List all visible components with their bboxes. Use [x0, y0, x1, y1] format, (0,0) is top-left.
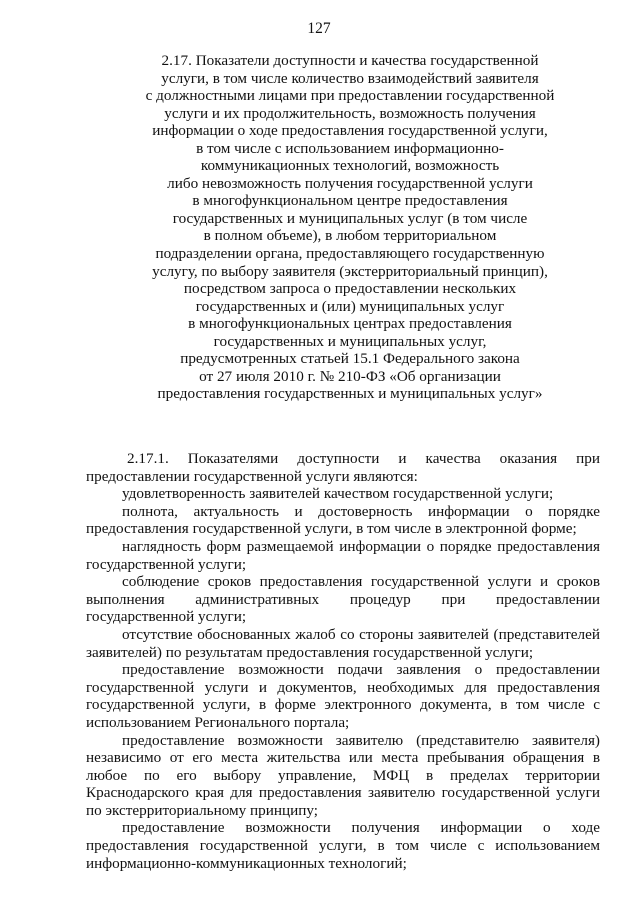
- paragraph: предоставление возможности получения информации о ходе предоставления государственной услуги, в том числе с использованием информационно-коммуникационных технологий;: [86, 819, 600, 872]
- heading-line: либо невозможность получения государственной услуги: [167, 174, 533, 192]
- heading-line: посредством запроса о предоставлении нескольких: [183, 280, 517, 298]
- paragraph: удовлетворенность заявителей качеством государственной услуги;: [122, 485, 554, 503]
- paragraph: 2.17.1. Показателями доступности и качества оказания при предоставлении государственной услуги являются:: [86, 450, 600, 485]
- paragraph: предоставление возможности подачи заявления о предоставлении государственной услуги и документов, необходимых для предоставления государственной услуги, в форме электронного документа, в том числе с использованием Регионального портала;: [86, 661, 600, 731]
- heading-line: в многофункциональных центрах предоставления: [188, 315, 512, 333]
- heading-line: коммуникационных технологий, возможность: [200, 157, 500, 175]
- heading-line: предусмотренных статьей 15.1 Федерального закона: [180, 350, 520, 368]
- paragraph: наглядность форм размещаемой информации о порядке предоставления государственной услуги;: [86, 537, 600, 573]
- body-text: [86, 450, 600, 872]
- heading-line: в полном объеме), в любом территориальном: [203, 227, 497, 245]
- heading-line: в том числе с использованием информационно-: [196, 139, 504, 157]
- page-number: 127: [307, 20, 331, 37]
- section-heading: [100, 52, 600, 403]
- heading-line: государственных и муниципальных услуг (в том числе: [172, 209, 528, 227]
- heading-line: подразделении органа, предоставляющего государственную: [155, 245, 545, 263]
- paragraph: предоставление возможности заявителю (представителю заявителя) независимо от его места жительства или места пребывания обращения в любое по его выбору управление, МФЦ в пределах территории Краснодарского края для предоставления заявителю государственной услуги по экстерриториальному принципу;: [86, 731, 600, 819]
- heading-line: в многофункциональном центре предоставления: [192, 192, 508, 210]
- paragraph: соблюдение сроков предоставления государственной услуги и сроков выполнения административных процедур при предоставлении государственной услуги;: [86, 573, 600, 626]
- heading-line: государственных и (или) муниципальных услуг: [195, 297, 505, 315]
- heading-line: с должностными лицами при предоставлении государственной: [145, 87, 555, 105]
- heading-line: предоставления государственных и муниципальных услуг»: [157, 385, 543, 403]
- heading-line: услуги, в том числе количество взаимодействий заявителя: [161, 69, 539, 87]
- heading-line: от 27 июля 2010 г. № 210-ФЗ «Об организации: [199, 367, 501, 385]
- heading-line: информации о ходе предоставления государственной услуги,: [152, 122, 548, 140]
- heading-line: 2.17. Показатели доступности и качества государственной: [161, 52, 539, 69]
- paragraph: полнота, актуальность и достоверность информации о порядке предоставления государственной услуги, в том числе в электронной форме;: [86, 502, 600, 538]
- heading-line: услугу, по выбору заявителя (экстерриториальный принцип),: [152, 262, 548, 280]
- heading-line: услуги и их продолжительность, возможность получения: [164, 104, 536, 122]
- heading-line: государственных и муниципальных услуг,: [213, 332, 487, 350]
- paragraph: отсутствие обоснованных жалоб со стороны заявителей (представителей заявителей) по результатам предоставления государственной услуги;: [86, 625, 600, 661]
